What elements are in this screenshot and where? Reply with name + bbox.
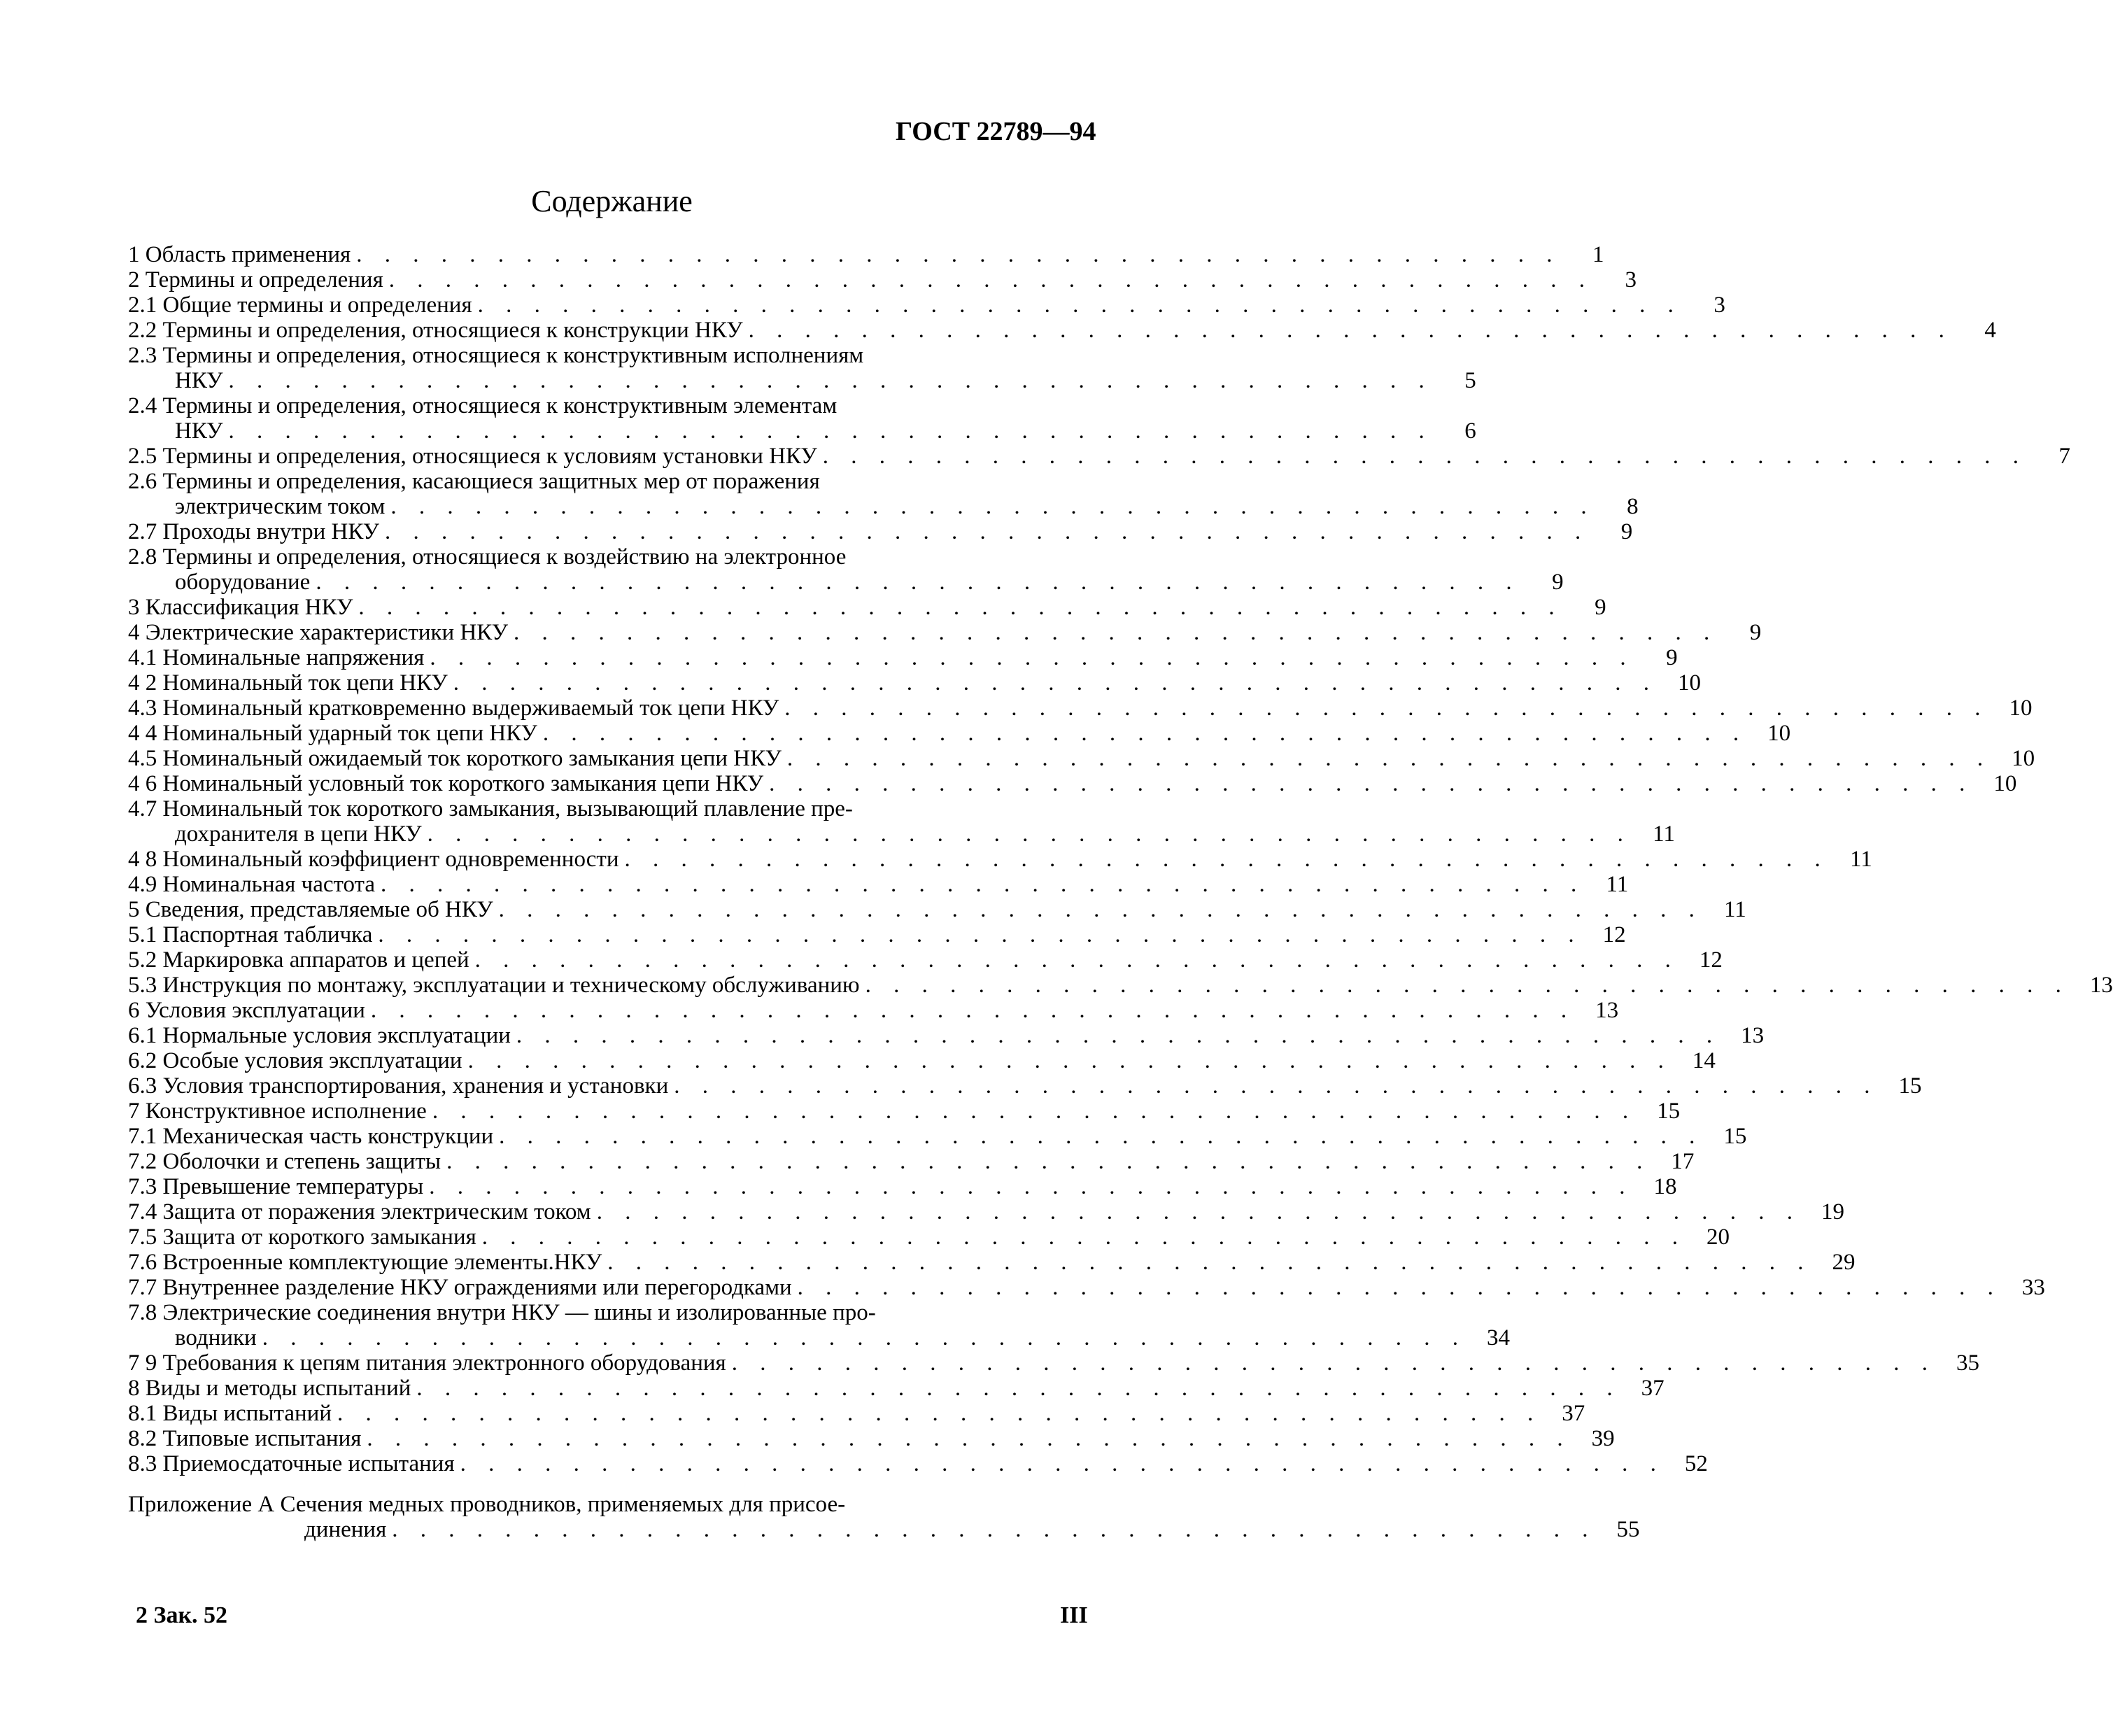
toc-page-number: 3 — [1713, 292, 1725, 318]
toc-entry-title: 7.4 Защита от поражения электрическим током — [128, 1199, 591, 1225]
toc-page-number: 12 — [1602, 922, 1626, 947]
toc-entry-title: 7.3 Превышение температуры — [128, 1174, 424, 1199]
toc-entry-title: 7 9 Требования к цепям питания электронного оборудования — [128, 1350, 726, 1376]
toc-page-number: 11 — [1724, 897, 1746, 922]
dot-leader: . . . . . . . . . . . . . . . . . . . . . . . . . . . . . . . . . . . . . . . . . . . — [446, 1149, 1651, 1174]
toc-page-number: 10 — [1767, 721, 1791, 746]
dot-leader: . . . . . . . . . . . . . . . . . . . . . . . . . . . . . . . . . . . . . . . . . . . — [748, 318, 1953, 343]
toc-entry[interactable] — [128, 721, 1791, 746]
toc-page-number: 19 — [1821, 1199, 1844, 1225]
document-number: ГОСТ 22789—94 — [896, 117, 1096, 146]
dot-leader: . . . . . . . . . . . . . . . . . . . . . . . . . . . . . . . . . . . . . . . . . . . — [674, 1073, 1879, 1099]
toc-entry[interactable] — [128, 947, 1723, 973]
page-title: Содержание — [531, 184, 693, 218]
dot-leader: . . . . . . . . . . . . . . . . . . . . . . . . . . . . . . . . . . . . . . . . . . . — [477, 292, 1682, 318]
toc-page-number: 11 — [1653, 821, 1675, 847]
dot-leader: . . . . . . . . . . . . . . . . . . . . . . . . . . . . . . . . . . . . . . . . . . . — [416, 1376, 1621, 1401]
toc-entry[interactable] — [128, 267, 1637, 292]
toc-entry[interactable] — [128, 670, 1702, 696]
footer-page-number: III — [1060, 1602, 1088, 1628]
toc-entry-title: 2 Термины и определения — [128, 267, 383, 292]
toc-page-number: 8 — [1627, 494, 1639, 519]
toc-entry[interactable] — [128, 444, 2070, 469]
dot-leader: . . . . . . . . . . . . . . . . . . . . . . . . . . . . . . . . . . . . . . . . . . . — [769, 771, 1974, 796]
toc-page-number: 34 — [1486, 1325, 1510, 1350]
dot-leader: . . . . . . . . . . . . . . . . . . . . . . . . . . . . . . . . . . . . . . . . . . . — [228, 418, 1433, 444]
table-of-contents — [128, 242, 2113, 1542]
toc-entry[interactable] — [128, 1048, 1716, 1073]
toc-entry-title: 2.5 Термины и определения, относящиеся к условиям установки НКУ — [128, 444, 817, 469]
toc-page-number: 9 — [1620, 519, 1633, 544]
toc-entry[interactable] — [128, 1023, 1765, 1048]
toc-page-number: 6 — [1464, 418, 1476, 444]
toc-entry[interactable] — [128, 1275, 2045, 1300]
toc-entry[interactable] — [128, 544, 1564, 595]
toc-entry-title: 6.3 Условия транспортирования, хранения и установки — [128, 1073, 669, 1099]
toc-entry-title: 5.1 Паспортная табличка — [128, 922, 373, 947]
toc-page-number: 33 — [2021, 1275, 2045, 1300]
toc-page-number: 20 — [1706, 1225, 1730, 1250]
toc-entry[interactable] — [128, 771, 2017, 796]
toc-entry-title: 8.1 Виды испытаний — [128, 1401, 332, 1426]
dot-leader: . . . . . . . . . . . . . . . . . . . . . . . . . . . . . . . . . . . . . . . . . . . — [430, 645, 1634, 670]
toc-entry-title-continuation: НКУ — [175, 418, 223, 444]
toc-entry[interactable] — [128, 872, 1629, 897]
dot-leader: . . . . . . . . . . . . . . . . . . . . . . . . . . . . . . . . . . . . . . . . . . . — [822, 444, 2027, 469]
toc-entry-title: 4.7 Номинальный ток короткого замыкания, вызывающий плавление пре- — [128, 796, 853, 821]
dot-leader: . . . . . . . . . . . . . . . . . . . . . . . . . . . . . . . . . . . . . . . . . . . — [385, 519, 1590, 544]
toc-entry-title: 6 Условия эксплуатации — [128, 998, 365, 1023]
toc-entry-title: 2.6 Термины и определения, касающиеся защитных мер от поражения — [128, 469, 820, 494]
toc-page-number: 13 — [2089, 973, 2113, 998]
toc-entry-title: 7.2 Оболочки и степень защиты — [128, 1149, 441, 1174]
toc-entry[interactable] — [128, 1376, 1665, 1401]
dot-leader: . . . . . . . . . . . . . . . . . . . . . . . . . . . . . . . . . . . . . . . . . . . — [367, 1426, 1571, 1451]
dot-leader: . . . . . . . . . . . . . . . . . . . . . . . . . . . . . . . . . . . . . . . . . . . — [262, 1325, 1467, 1350]
toc-entry-title: 7 Конструктивное исполнение — [128, 1099, 427, 1124]
toc-entry-title: 2.3 Термины и определения, относящиеся к конструктивным исполнениям — [128, 343, 864, 368]
toc-page-number: 37 — [1641, 1376, 1665, 1401]
dot-leader: . . . . . . . . . . . . . . . . . . . . . . . . . . . . . . . . . . . . . . . . . . . — [731, 1350, 1936, 1376]
toc-page-number: 1 — [1592, 242, 1604, 267]
toc-page-number: 5 — [1464, 368, 1476, 393]
toc-entry[interactable] — [128, 847, 1872, 872]
toc-entry-title-continuation: водники — [175, 1325, 257, 1350]
toc-entry-title: 2.4 Термины и определения, относящиеся к конструктивным элементам — [128, 393, 838, 418]
toc-page-number: 10 — [2012, 746, 2035, 771]
dot-leader: . . . . . . . . . . . . . . . . . . . . . . . . . . . . . . . . . . . . . . . . . . . — [392, 1517, 1597, 1542]
toc-page-number: 11 — [1849, 847, 1872, 872]
toc-entry[interactable] — [128, 1350, 1979, 1376]
dot-leader: . . . . . . . . . . . . . . . . . . . . . . . . . . . . . . . . . . . . . . . . . . . — [390, 494, 1595, 519]
toc-entry[interactable] — [128, 998, 1619, 1023]
dot-leader: . . . . . . . . . . . . . . . . . . . . . . . . . . . . . . . . . . . . . . . . . . . — [467, 1048, 1672, 1073]
dot-leader: . . . . . . . . . . . . . . . . . . . . . . . . . . . . . . . . . . . . . . . . . . . — [786, 746, 1992, 771]
toc-entry[interactable] — [128, 1250, 1856, 1275]
dot-leader: . . . . . . . . . . . . . . . . . . . . . . . . . . . . . . . . . . . . . . . . . . . — [388, 267, 1594, 292]
dot-leader: . . . . . . . . . . . . . . . . . . . . . . . . . . . . . . . . . . . . . . . . . . . — [784, 696, 1989, 721]
toc-entry[interactable] — [128, 1492, 1640, 1542]
toc-entry[interactable] — [128, 469, 1639, 519]
dot-leader: . . . . . . . . . . . . . . . . . . . . . . . . . . . . . . . . . . . . . . . . . . . — [228, 368, 1433, 393]
dot-leader: . . . . . . . . . . . . . . . . . . . . . . . . . . . . . . . . . . . . . . . . . . . — [432, 1099, 1637, 1124]
toc-entry-title: 4 Электрические характеристики НКУ — [128, 620, 509, 645]
toc-entry-title: 4 2 Номинальный ток цепи НКУ — [128, 670, 448, 696]
toc-page-number: 9 — [1666, 645, 1678, 670]
toc-entry-title: 4.3 Номинальный кратковременно выдерживаемый ток цепи НКУ — [128, 696, 779, 721]
toc-entry[interactable] — [128, 1124, 1747, 1149]
toc-entry[interactable] — [128, 1073, 1922, 1099]
toc-page-number: 15 — [1723, 1124, 1747, 1149]
dot-leader: . . . . . . . . . . . . . . . . . . . . . . . . . . . . . . . . . . . . . . . . . . . — [370, 998, 1576, 1023]
toc-entry-title: 1 Область применения — [128, 242, 351, 267]
dot-leader: . . . . . . . . . . . . . . . . . . . . . . . . . . . . . . . . . . . . . . . . . . . — [474, 947, 1679, 973]
dot-leader: . . . . . . . . . . . . . . . . . . . . . . . . . . . . . . . . . . . . . . . . . . . — [516, 1023, 1721, 1048]
toc-entry-title: 7.6 Встроенные комплектующие элементы.НКУ — [128, 1250, 602, 1275]
toc-page-number: 4 — [1984, 318, 1996, 343]
toc-entry-title: 6.2 Особые условия эксплуатации — [128, 1048, 462, 1073]
dot-leader: . . . . . . . . . . . . . . . . . . . . . . . . . . . . . . . . . . . . . . . . . . . — [607, 1250, 1812, 1275]
toc-page-number: 9 — [1552, 570, 1564, 595]
toc-entry[interactable] — [128, 318, 1996, 343]
toc-entry[interactable] — [128, 897, 1746, 922]
footer-order-number: 2 Зак. 52 — [136, 1602, 228, 1628]
toc-entry[interactable] — [128, 242, 1604, 267]
toc-entry-title: 4 6 Номинальный условный ток короткого замыкания цепи НКУ — [128, 771, 764, 796]
toc-page-number: 9 — [1595, 595, 1606, 620]
toc-page-number: 3 — [1625, 267, 1637, 292]
toc-entry[interactable] — [128, 922, 1626, 947]
dot-leader: . . . . . . . . . . . . . . . . . . . . . . . . . . . . . . . . . . . . . . . . . . . — [381, 872, 1585, 897]
dot-leader: . . . . . . . . . . . . . . . . . . . . . . . . . . . . . . . . . . . . . . . . . . . — [624, 847, 1829, 872]
toc-page-number: 29 — [1832, 1250, 1856, 1275]
toc-entry-title: Приложение А Сечения медных проводников, применяемых для присое- — [128, 1492, 846, 1517]
toc-page-number: 10 — [2009, 696, 2033, 721]
dot-leader: . . . . . . . . . . . . . . . . . . . . . . . . . . . . . . . . . . . . . . . . . . . — [427, 821, 1632, 847]
toc-entry[interactable] — [128, 519, 1633, 544]
dot-leader: . . . . . . . . . . . . . . . . . . . . . . . . . . . . . . . . . . . . . . . . . . . — [460, 1451, 1665, 1476]
dot-leader: . . . . . . . . . . . . . . . . . . . . . . . . . . . . . . . . . . . . . . . . . . . — [542, 721, 1748, 746]
toc-page-number: 17 — [1671, 1149, 1695, 1174]
toc-entry-title: 6.1 Нормальные условия эксплуатации — [128, 1023, 511, 1048]
toc-entry-title: 4 8 Номинальный коэффициент одновременности — [128, 847, 619, 872]
toc-page-number: 18 — [1653, 1174, 1677, 1199]
toc-entry-title: 7.5 Защита от короткого замыкания — [128, 1225, 476, 1250]
toc-entry[interactable] — [128, 393, 1476, 444]
toc-entry[interactable] — [128, 1300, 1510, 1350]
toc-page-number: 35 — [1956, 1350, 1979, 1376]
toc-entry-title: 2.1 Общие термины и определения — [128, 292, 472, 318]
toc-entry-title: 8 Виды и методы испытаний — [128, 1376, 411, 1401]
toc-entry-title: 8.3 Приемосдаточные испытания — [128, 1451, 455, 1476]
toc-entry[interactable] — [128, 645, 1678, 670]
toc-entry[interactable] — [128, 796, 1675, 847]
toc-entry-title-continuation: НКУ — [175, 368, 223, 393]
dot-leader: . . . . . . . . . . . . . . . . . . . . . . . . . . . . . . . . . . . . . . . . . . . — [596, 1199, 1801, 1225]
toc-entry-title-continuation: дохранителя в цепи НКУ — [175, 821, 422, 847]
toc-entry[interactable] — [128, 1099, 1681, 1124]
dot-leader: . . . . . . . . . . . . . . . . . . . . . . . . . . . . . . . . . . . . . . . . . . . — [865, 973, 2070, 998]
toc-entry[interactable] — [128, 343, 1476, 393]
toc-entry[interactable] — [128, 595, 1606, 620]
toc-entry-title-continuation: электрическим током — [175, 494, 386, 519]
toc-page-number: 10 — [1993, 771, 2017, 796]
dot-leader: . . . . . . . . . . . . . . . . . . . . . . . . . . . . . . . . . . . . . . . . . . . — [358, 595, 1563, 620]
toc-entry-title: 7.1 Механическая часть конструкции — [128, 1124, 494, 1149]
dot-leader: . . . . . . . . . . . . . . . . . . . . . . . . . . . . . . . . . . . . . . . . . . . — [797, 1275, 2002, 1300]
dot-leader: . . . . . . . . . . . . . . . . . . . . . . . . . . . . . . . . . . . . . . . . . . . — [481, 1225, 1687, 1250]
toc-entry[interactable] — [128, 1451, 1708, 1476]
dot-leader: . . . . . . . . . . . . . . . . . . . . . . . . . . . . . . . . . . . . . . . . . . . — [337, 1401, 1542, 1426]
dot-leader: . . . . . . . . . . . . . . . . . . . . . . . . . . . . . . . . . . . . . . . . . . . — [429, 1174, 1634, 1199]
toc-entry-title: 4.9 Номинальная частота — [128, 872, 376, 897]
toc-entry-title: 4.1 Номинальные напряжения — [128, 645, 425, 670]
dot-leader: . . . . . . . . . . . . . . . . . . . . . . . . . . . . . . . . . . . . . . . . . . . — [498, 897, 1703, 922]
toc-entry-title: 3 Классификация НКУ — [128, 595, 353, 620]
toc-entry[interactable] — [128, 1174, 1677, 1199]
toc-page-number: 15 — [1898, 1073, 1922, 1099]
dot-leader: . . . . . . . . . . . . . . . . . . . . . . . . . . . . . . . . . . . . . . . . . . . — [378, 922, 1583, 947]
toc-page-number: 15 — [1657, 1099, 1681, 1124]
toc-entry[interactable] — [128, 620, 1762, 645]
toc-page-number: 10 — [1678, 670, 1702, 696]
toc-page-number: 11 — [1606, 872, 1629, 897]
toc-entry-title: 5 Сведения, представляемые об НКУ — [128, 897, 493, 922]
toc-page-number: 9 — [1749, 620, 1762, 645]
toc-entry-title: 5.3 Инструкция по монтажу, эксплуатации и техническому обслуживанию — [128, 973, 860, 998]
toc-page-number: 14 — [1692, 1048, 1716, 1073]
dot-leader: . . . . . . . . . . . . . . . . . . . . . . . . . . . . . . . . . . . . . . . . . . . — [356, 242, 1561, 267]
toc-page-number: 52 — [1684, 1451, 1708, 1476]
toc-entry[interactable] — [128, 746, 2035, 771]
toc-entry[interactable] — [128, 1199, 1844, 1225]
toc-page-number: 55 — [1616, 1517, 1640, 1542]
toc-entry[interactable] — [128, 696, 2033, 721]
toc-entry-title: 8.2 Типовые испытания — [128, 1426, 362, 1451]
dot-leader: . . . . . . . . . . . . . . . . . . . . . . . . . . . . . . . . . . . . . . . . . . . — [499, 1124, 1704, 1149]
toc-entry[interactable] — [128, 1401, 1585, 1426]
toc-page-number: 39 — [1591, 1426, 1615, 1451]
dot-leader: . . . . . . . . . . . . . . . . . . . . . . . . . . . . . . . . . . . . . . . . . . . — [453, 670, 1658, 696]
toc-page-number: 13 — [1595, 998, 1619, 1023]
toc-entry-title: 2.2 Термины и определения, относящиеся к конструкции НКУ — [128, 318, 743, 343]
toc-entry-title: 4 4 Номинальный ударный ток цепи НКУ — [128, 721, 537, 746]
dot-leader: . . . . . . . . . . . . . . . . . . . . . . . . . . . . . . . . . . . . . . . . . . . — [514, 620, 1718, 645]
toc-entry-title: 7.8 Электрические соединения внутри НКУ — шины и изолированные про- — [128, 1300, 876, 1325]
toc-entry[interactable] — [128, 973, 2113, 998]
toc-entry-title-continuation: оборудование — [175, 570, 311, 595]
toc-entry[interactable] — [128, 1149, 1695, 1174]
toc-entry-title: 5.2 Маркировка аппаратов и цепей — [128, 947, 469, 973]
toc-page-number: 12 — [1699, 947, 1723, 973]
toc-entry[interactable] — [128, 292, 1725, 318]
toc-entry-title: 2.8 Термины и определения, относящиеся к воздействию на электронное — [128, 544, 847, 570]
toc-page-number: 13 — [1741, 1023, 1765, 1048]
toc-entry[interactable] — [128, 1225, 1730, 1250]
toc-entry[interactable] — [128, 1426, 1615, 1451]
toc-entry-title-continuation: динения — [304, 1517, 387, 1542]
toc-entry-title: 7.7 Внутреннее разделение НКУ ограждениями или перегородками — [128, 1275, 792, 1300]
toc-page-number: 37 — [1562, 1401, 1585, 1426]
toc-entry-title: 4.5 Номинальный ожидаемый ток короткого замыкания цепи НКУ — [128, 746, 782, 771]
dot-leader: . . . . . . . . . . . . . . . . . . . . . . . . . . . . . . . . . . . . . . . . . . . — [316, 570, 1520, 595]
toc-page-number: 7 — [2058, 444, 2070, 469]
toc-entry-title: 2.7 Проходы внутри НКУ — [128, 519, 380, 544]
